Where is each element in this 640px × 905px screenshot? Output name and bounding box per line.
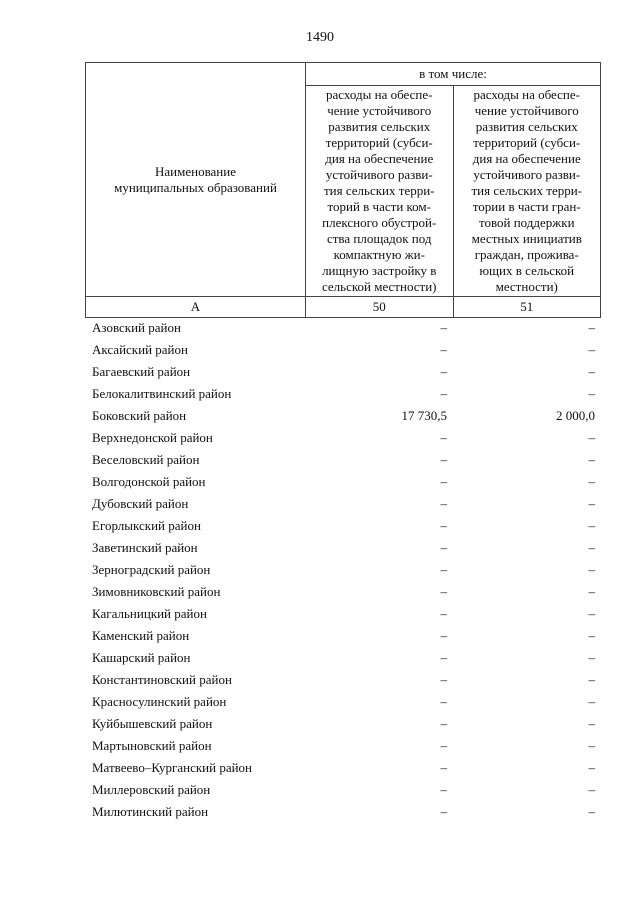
description-line: устойчивого разви- — [473, 167, 581, 182]
table-row — [85, 757, 601, 779]
description-line: компактную жи- — [333, 247, 425, 262]
municipality-name: Верхнедонской район — [92, 430, 213, 445]
value-col-50: – — [440, 760, 447, 775]
table-row — [85, 515, 601, 537]
value-col-50: – — [440, 540, 447, 555]
value-col-51: – — [588, 386, 595, 401]
value-col-50: – — [440, 386, 447, 401]
table-row — [85, 603, 601, 625]
description-line: расходы на обеспе- — [473, 87, 580, 102]
description-line: устойчивого разви- — [325, 167, 433, 182]
table-row — [85, 537, 601, 559]
page-number: 1490 — [306, 30, 334, 45]
table-row — [85, 339, 601, 361]
municipality-name: Каменский район — [92, 628, 190, 643]
value-col-50: 17 730,5 — [401, 408, 447, 423]
value-col-50: – — [440, 474, 447, 489]
municipality-name: Дубовский район — [92, 496, 189, 511]
value-col-51: – — [588, 760, 595, 775]
name-header-line1: Наименование — [155, 163, 236, 179]
municipality-name: Боковский район — [92, 408, 187, 423]
table-row — [85, 801, 601, 823]
value-col-51: – — [588, 364, 595, 379]
municipality-name: Егорлыкский район — [92, 518, 201, 533]
value-col-51: – — [588, 650, 595, 665]
description-line: местности) — [495, 279, 558, 294]
table-row — [85, 735, 601, 757]
description-line: тия сельских терри- — [471, 183, 582, 198]
description-line: сельской местности) — [321, 279, 437, 294]
description-line: развития сельских — [475, 119, 578, 134]
value-col-50: – — [440, 672, 447, 687]
value-col-51: – — [588, 540, 595, 555]
value-col-50: – — [440, 320, 447, 335]
table-row — [85, 405, 601, 427]
value-col-50: – — [440, 364, 447, 379]
column-50-desc-lines — [306, 87, 453, 295]
value-col-51: – — [588, 738, 595, 753]
table-row — [85, 691, 601, 713]
municipality-name: Белокалитвинский район — [92, 386, 232, 401]
value-col-50: – — [440, 738, 447, 753]
description-line: территорий (субси- — [325, 135, 433, 150]
description-line: ства площадок под — [326, 231, 432, 246]
municipality-name: Кашарский район — [92, 650, 191, 665]
description-line: граждан, прожива- — [474, 247, 579, 262]
municipality-name: Багаевский район — [92, 364, 191, 379]
index-name-cell: А — [86, 297, 306, 318]
table-row — [85, 449, 601, 471]
value-col-50: – — [440, 628, 447, 643]
value-col-51: – — [588, 430, 595, 445]
value-col-51: – — [588, 694, 595, 709]
description-line: ющих в сельской — [479, 263, 575, 278]
value-col-50: – — [440, 584, 447, 599]
value-col-51: – — [588, 474, 595, 489]
table-row — [85, 383, 601, 405]
municipality-name: Азовский район — [92, 320, 181, 335]
value-col-51: – — [588, 782, 595, 797]
municipality-name: Мартыновский район — [92, 738, 212, 753]
description-line: плексного обустрой- — [322, 215, 437, 230]
value-col-51: – — [588, 628, 595, 643]
table-row — [85, 361, 601, 383]
description-line: тории в части гран- — [472, 199, 581, 214]
description-line: торий в части ком- — [327, 199, 431, 214]
municipality-name: Константиновский район — [92, 672, 232, 687]
table-row — [85, 625, 601, 647]
description-line: дия на обеспечение — [472, 151, 581, 166]
table-row — [85, 427, 601, 449]
table-row — [85, 647, 601, 669]
description-line: местных инициатив — [471, 231, 582, 246]
value-col-50: – — [440, 716, 447, 731]
description-line: товой поддержки — [478, 215, 575, 230]
value-col-50: – — [440, 694, 447, 709]
municipality-name: Куйбышевский район — [92, 716, 213, 731]
municipality-name: Зимовниковский район — [92, 584, 221, 599]
value-col-50: – — [440, 430, 447, 445]
table-row — [85, 493, 601, 515]
table-header — [85, 62, 601, 318]
table-row — [85, 669, 601, 691]
municipality-name: Заветинский район — [92, 540, 198, 555]
municipality-name: Зерноградский район — [92, 562, 211, 577]
group-header: в том числе: — [306, 63, 601, 86]
value-col-51: – — [588, 342, 595, 357]
table-row — [85, 559, 601, 581]
description-line: развития сельских — [328, 119, 431, 134]
municipality-name: Милютинский район — [92, 804, 209, 819]
value-col-51: 2 000,0 — [556, 408, 595, 423]
value-col-51: – — [588, 804, 595, 819]
name-header-line2: муниципальных образований — [114, 179, 277, 195]
value-col-50: – — [440, 804, 447, 819]
municipality-name: Волгодонской район — [92, 474, 206, 489]
column-51-description — [453, 86, 601, 297]
value-col-50: – — [440, 562, 447, 577]
value-col-51: – — [588, 716, 595, 731]
value-col-51: – — [588, 320, 595, 335]
table-row — [85, 317, 601, 339]
municipality-name: Красносулинский район — [92, 694, 227, 709]
value-col-50: – — [440, 496, 447, 511]
value-col-50: – — [440, 342, 447, 357]
value-col-50: – — [440, 782, 447, 797]
table-row — [85, 713, 601, 735]
index-51-cell: 51 — [453, 297, 601, 318]
description-line: лищную застройку в — [322, 263, 437, 278]
column-51-desc-lines — [454, 87, 601, 295]
table-row — [85, 471, 601, 493]
value-col-50: – — [440, 606, 447, 621]
value-col-51: – — [588, 518, 595, 533]
description-line: дия на обеспечение — [325, 151, 434, 166]
value-col-50: – — [440, 518, 447, 533]
value-col-51: – — [588, 672, 595, 687]
value-col-51: – — [588, 562, 595, 577]
municipality-name: Матвеево–Курганский район — [92, 760, 253, 775]
municipality-name: Миллеровский район — [92, 782, 211, 797]
value-col-51: – — [588, 584, 595, 599]
value-col-51: – — [588, 606, 595, 621]
description-line: чение устойчивого — [474, 103, 579, 118]
municipality-name: Кагальницкий район — [92, 606, 207, 621]
value-col-50: – — [440, 650, 447, 665]
table-body — [85, 317, 601, 823]
table-row — [85, 581, 601, 603]
value-col-51: – — [588, 496, 595, 511]
description-line: тия сельских терри- — [323, 183, 435, 198]
name-column-header — [86, 63, 306, 297]
description-line: чение устойчивого — [327, 103, 432, 118]
table-row — [85, 779, 601, 801]
description-line: расходы на обеспе- — [326, 87, 433, 102]
municipality-name: Веселовский район — [92, 452, 200, 467]
column-50-description — [306, 86, 454, 297]
municipality-name: Аксайский район — [92, 342, 188, 357]
index-50-cell: 50 — [306, 297, 454, 318]
value-col-50: – — [440, 452, 447, 467]
value-col-51: – — [588, 452, 595, 467]
description-line: территорий (субси- — [473, 135, 581, 150]
